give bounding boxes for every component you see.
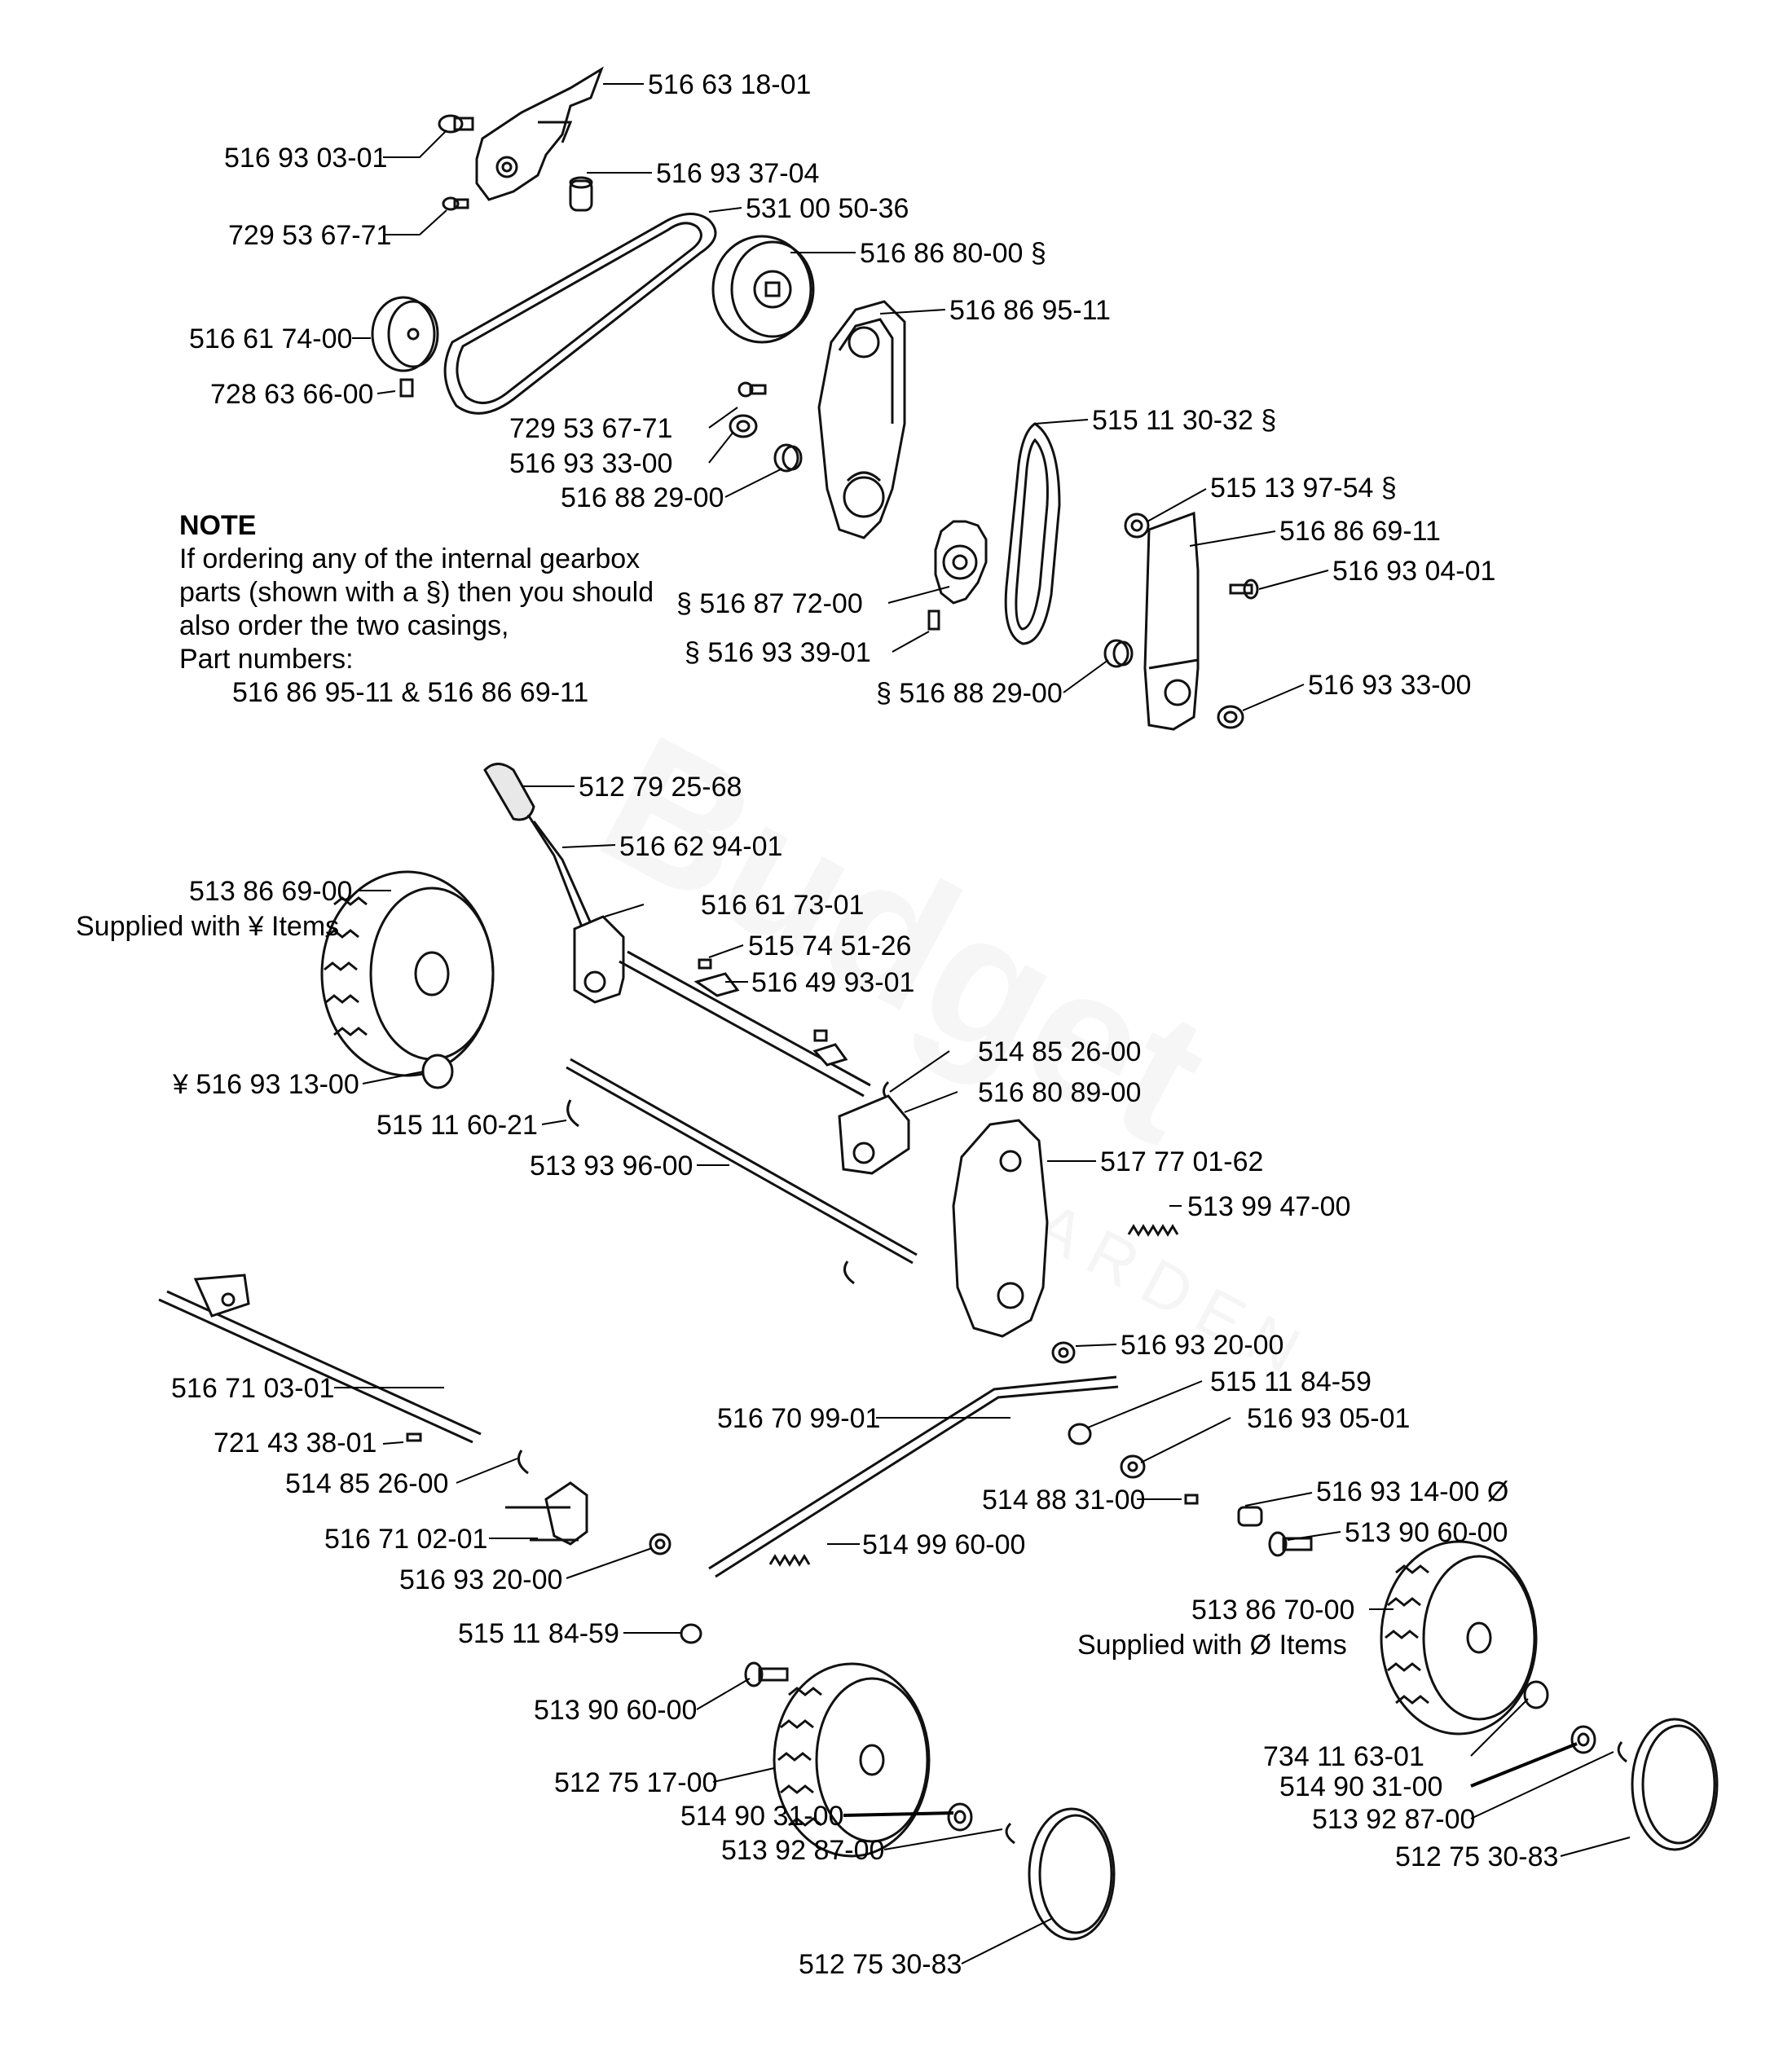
- nut-b: [681, 1625, 701, 1643]
- label-516-93-13-00: ¥ 516 93 13-00: [173, 1069, 359, 1100]
- pivot-bracket: [505, 1483, 587, 1544]
- label-516-93-20-00-a: 516 93 20-00: [1121, 1330, 1284, 1361]
- drive-belt: [445, 214, 715, 414]
- label-516-71-02-01: 516 71 02-01: [324, 1524, 488, 1555]
- bolt-upper: [439, 116, 473, 132]
- note-line-4: Part numbers:: [179, 644, 354, 675]
- label-514-99-60-00: 514 99 60-00: [862, 1529, 1026, 1560]
- label-516-93-39-01: § 516 93 39-01: [685, 637, 871, 668]
- e-clip-c: [844, 1261, 854, 1283]
- washer-d: [1053, 1343, 1074, 1362]
- washer-c: [1218, 706, 1243, 728]
- key-a: [1186, 1495, 1197, 1503]
- e-clip-b: [568, 1100, 579, 1126]
- label-516-93-03-01: 516 93 03-01: [224, 143, 388, 174]
- axle-bolt-b: [746, 1663, 787, 1686]
- washer-f: [1121, 1456, 1144, 1477]
- label-516-93-33-00-b: 516 93 33-00: [1308, 670, 1472, 701]
- label-516-87-72-00: § 516 87 72-00: [676, 588, 863, 619]
- dowel-pin: [929, 611, 939, 629]
- bolt-lower: [443, 198, 468, 209]
- label-514-88-31-00: 514 88 31-00: [982, 1485, 1146, 1516]
- clip-bracket-b: [815, 1031, 846, 1065]
- hubcap-right: [1632, 1719, 1717, 1850]
- set-screw: [401, 380, 412, 396]
- sprocket: [936, 521, 986, 603]
- label-516-86-69-11: 516 86 69-11: [1279, 516, 1441, 547]
- label-516-86-95-11: 516 86 95-11: [949, 295, 1111, 326]
- hubcap-left: [1029, 1809, 1114, 1939]
- nut-a: [1069, 1424, 1090, 1444]
- pinion-gear: [423, 1055, 452, 1088]
- label-513-86-69-00-note: Supplied with ¥ Items: [76, 911, 340, 942]
- label-514-85-26-00-b: 514 85 26-00: [285, 1468, 449, 1499]
- label-517-77-01-62: 517 77 01-62: [1100, 1146, 1264, 1177]
- label-515-74-51-26: 515 74 51-26: [748, 931, 912, 961]
- label-513-90-60-00-a: 513 90 60-00: [1345, 1517, 1508, 1548]
- label-516-88-29-00-b: § 516 88 29-00: [876, 678, 1063, 709]
- label-721-43-38-01: 721 43 38-01: [214, 1428, 377, 1458]
- label-516-63-18-01: 516 63 18-01: [648, 69, 812, 100]
- label-513-93-96-00: 513 93 96-00: [530, 1150, 693, 1181]
- label-516-61-74-00: 516 61 74-00: [189, 323, 353, 354]
- label-513-86-69-00: 513 86 69-00: [189, 876, 353, 907]
- label-513-86-70-00-note: Supplied with Ø Items: [1077, 1630, 1347, 1661]
- label-516-49-93-01: 516 49 93-01: [751, 967, 915, 998]
- screw-small-a: [739, 383, 765, 396]
- label-515-11-84-59-b: 515 11 84-59: [458, 1618, 619, 1649]
- label-516-88-29-00-a: 516 88 29-00: [561, 482, 724, 513]
- note-title: NOTE: [179, 510, 257, 541]
- label-513-86-70-00: 513 86 70-00: [1191, 1595, 1355, 1626]
- front-axle: [159, 1275, 481, 1442]
- label-516-86-80-00: 516 86 80-00 §: [860, 238, 1046, 269]
- label-514-85-26-00-a: 514 85 26-00: [978, 1036, 1142, 1067]
- pulley-left: [372, 297, 438, 371]
- screw-c: [699, 960, 711, 968]
- pinion-b: [1239, 1507, 1261, 1525]
- drive-chain: [1006, 424, 1059, 644]
- lever-knob: [485, 764, 534, 821]
- spring-b: [770, 1556, 809, 1564]
- note-part-numbers: 516 86 95-11 & 516 86 69-11: [232, 677, 589, 708]
- label-516-93-14-00: 516 93 14-00 Ø: [1316, 1476, 1509, 1507]
- rear-cover: [953, 1120, 1047, 1336]
- clip-ring-b: [1618, 1742, 1627, 1762]
- pin-a: [407, 1434, 420, 1441]
- gearbox-casing-front: [819, 301, 905, 538]
- label-729-53-67-71-b: 729 53 67-71: [509, 413, 673, 444]
- label-516-61-73-01: 516 61 73-01: [701, 890, 865, 921]
- clip-ring-a: [1006, 1824, 1015, 1843]
- note-line-3: also order the two casings,: [179, 610, 509, 641]
- label-515-11-84-59-a: 515 11 84-59: [1210, 1366, 1372, 1397]
- axle-bolt-a: [1270, 1533, 1311, 1555]
- label-515-11-60-21: 515 11 60-21: [376, 1110, 538, 1141]
- label-512-75-30-83-b: 512 75 30-83: [1395, 1841, 1559, 1872]
- pivot-plate: [839, 1096, 909, 1173]
- bush-b: [1105, 640, 1132, 667]
- label-734-11-63-01: 734 11 63-01: [1263, 1741, 1424, 1772]
- label-514-90-31-00-b: 514 90 31-00: [1279, 1771, 1443, 1802]
- ordering-note: [179, 509, 750, 710]
- label-515-11-30-32: 515 11 30-32 §: [1092, 405, 1277, 436]
- label-516-93-04-01: 516 93 04-01: [1332, 556, 1496, 587]
- spring-a: [1129, 1226, 1178, 1234]
- label-516-80-89-00: 516 80 89-00: [978, 1077, 1142, 1108]
- washer-a: [730, 416, 756, 437]
- label-515-13-97-54: 515 13 97-54 §: [1210, 473, 1397, 504]
- label-513-92-87-00-b: 513 92 87-00: [1312, 1804, 1476, 1835]
- note-line-2: parts (shown with a §) then you should: [179, 577, 654, 608]
- label-514-90-31-00-a: 514 90 31-00: [680, 1801, 844, 1832]
- washer-b: [1125, 514, 1148, 537]
- label-512-75-17-00: 512 75 17-00: [554, 1767, 718, 1798]
- label-512-79-25-68: 512 79 25-68: [579, 772, 742, 803]
- bush-sleeve: [570, 178, 592, 210]
- e-clip-d: [518, 1450, 528, 1473]
- label-512-75-30-83-a: 512 75 30-83: [799, 1949, 962, 1980]
- note-line-1: If ordering any of the internal gearbox: [179, 543, 641, 574]
- bearing-a: [949, 1804, 971, 1830]
- label-513-90-60-00-b: 513 90 60-00: [534, 1695, 698, 1726]
- bush-c: [1525, 1682, 1548, 1708]
- label-513-92-87-00-a: 513 92 87-00: [721, 1835, 885, 1866]
- washer-e: [650, 1534, 670, 1554]
- lever-plate: [575, 917, 623, 1002]
- label-516-93-20-00-b: 516 93 20-00: [399, 1564, 563, 1595]
- label-516-71-03-01: 516 71 03-01: [171, 1373, 335, 1404]
- screw-b: [1231, 580, 1257, 598]
- label-516-93-33-00-a: 516 93 33-00: [509, 448, 673, 479]
- label-728-63-66-00: 728 63 66-00: [210, 379, 374, 410]
- label-516-62-94-01: 516 62 94-01: [619, 831, 783, 862]
- front-wheel-right: [1381, 1542, 1536, 1734]
- label-729-53-67-71-a: 729 53 67-71: [228, 220, 392, 251]
- label-516-93-37-04: 516 93 37-04: [656, 158, 820, 189]
- label-531-00-50-36: 531 00 50-36: [746, 193, 909, 224]
- bearing-b: [1572, 1727, 1595, 1753]
- label-513-99-47-00: 513 99 47-00: [1187, 1191, 1351, 1222]
- label-516-70-99-01: 516 70 99-01: [717, 1403, 881, 1434]
- label-516-93-05-01: 516 93 05-01: [1247, 1403, 1411, 1434]
- bush-a: [775, 445, 801, 471]
